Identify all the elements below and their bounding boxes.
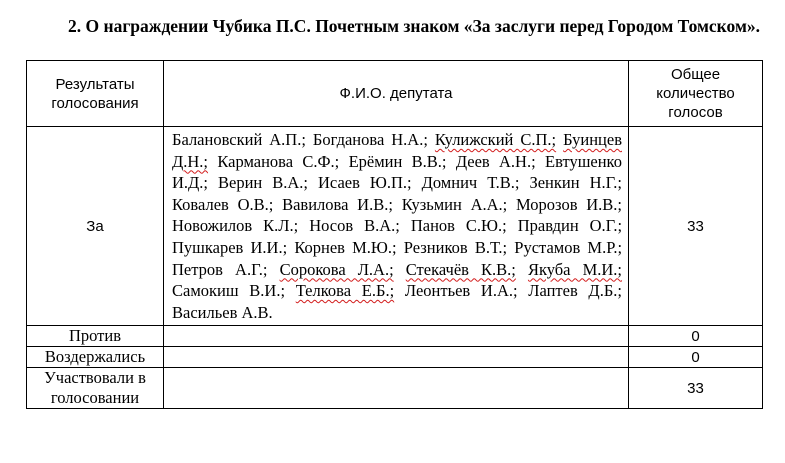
agenda-item-heading: 2. О награждении Чубика П.С. Почетным знаком «За заслуги перед Городом Томском». xyxy=(68,16,760,36)
header-deputy-names: Ф.И.О. депутата xyxy=(164,61,629,127)
table-header-row xyxy=(27,61,763,127)
deputy-name: Резников В.Т.; xyxy=(403,237,508,257)
table-row-abstained xyxy=(27,347,763,368)
deputy-name: Вавилова И.В.; xyxy=(282,194,393,214)
deputy-name: Корнев М.Ю.; xyxy=(294,237,397,257)
empty-names-cell xyxy=(164,326,629,347)
deputy-name: Телкова Е.Б.; xyxy=(295,281,395,301)
deputy-name: Правдин О.Г.; xyxy=(517,216,623,236)
deputy-name: Рустамов М.Р.; xyxy=(514,237,623,257)
header-total-votes: Общее количество голосов xyxy=(629,61,763,127)
count-for: 33 xyxy=(629,127,763,326)
deputy-name: Новожилов К.Л.; xyxy=(172,216,299,236)
deputy-name: Стекачёв К.В.; xyxy=(405,259,516,279)
deputy-name: Евтушенко И.Д.; xyxy=(172,151,622,193)
deputy-name: Карманова С.Ф.; xyxy=(217,151,340,171)
deputy-names-list xyxy=(164,127,629,326)
deputy-name: Богданова Н.А.; xyxy=(312,130,428,149)
count-participated: 33 xyxy=(629,368,763,409)
deputy-name: Носов В.А.; xyxy=(309,216,400,236)
empty-names-cell xyxy=(164,368,629,409)
count-against: 0 xyxy=(629,326,763,347)
deputy-name: Якуба М.И.; xyxy=(527,259,623,279)
row-label-abstained: Воздержались xyxy=(27,347,164,368)
deputy-name: Лаптев Д.Б.; xyxy=(528,281,622,301)
deputy-name: Кузьмин А.А.; xyxy=(401,194,508,214)
deputy-name: Сорокова Л.А.; xyxy=(279,259,394,279)
table-row-participated xyxy=(27,368,763,409)
deputy-name: Ерёмин В.В.; xyxy=(348,151,447,171)
table-row-against xyxy=(27,326,763,347)
deputy-name: Ковалев О.В.; xyxy=(172,194,274,214)
deputy-name: Домнич Т.В.; xyxy=(421,173,520,193)
row-label-for: За xyxy=(27,127,164,326)
header-voting-results: Результаты голосования xyxy=(27,61,164,127)
voting-results-table xyxy=(26,60,763,409)
table-row-for xyxy=(27,127,763,326)
deputy-name: Пушкарев И.И.; xyxy=(172,237,288,257)
deputy-name: Деев А.Н.; xyxy=(455,151,536,171)
deputy-name: Васильев А.В. xyxy=(172,302,273,322)
row-label-against: Против xyxy=(27,326,164,347)
empty-names-cell xyxy=(164,347,629,368)
deputy-name: Балановский А.П.; xyxy=(172,130,306,149)
deputy-name: Леонтьев И.А.; xyxy=(404,281,518,301)
deputy-name: Самокиш В.И.; xyxy=(172,281,286,301)
deputy-name: Зенкин Н.Г.; xyxy=(529,173,622,193)
deputy-name: Исаев Ю.П.; xyxy=(318,173,412,193)
deputy-name: Петров А.Г.; xyxy=(172,259,268,279)
deputy-name: Верин В.А.; xyxy=(218,173,309,193)
count-abstained: 0 xyxy=(629,347,763,368)
deputy-name: Кулижский С.П.; xyxy=(434,130,557,149)
deputy-name: Буинцев Д.Н.; xyxy=(172,130,622,171)
row-label-participated: Участвовали в голосовании xyxy=(27,368,164,409)
deputy-name: Панов С.Ю.; xyxy=(410,216,507,236)
deputy-name: Морозов И.В.; xyxy=(516,194,622,214)
